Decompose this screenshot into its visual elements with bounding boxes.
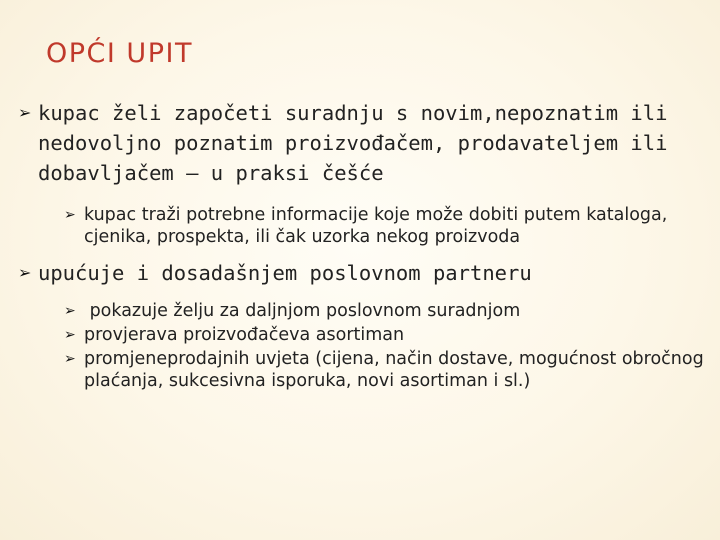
bullet-item [18, 258, 718, 392]
sub-bullet-list [64, 204, 668, 248]
arrow-bullet-icon: ➢ [64, 351, 76, 367]
sub-bullet-item [64, 348, 718, 392]
sub-bullet-text: pokazuje želju za daljnjom poslovnom suradnjom [84, 301, 521, 321]
sub-bullet-item [64, 204, 668, 248]
sub-bullet-item [64, 324, 718, 346]
slide-content [18, 98, 718, 392]
sub-bullet-list [64, 300, 718, 392]
bullet-text: kupac želi započeti suradnju s novim,nepoznatim ili nedovoljno poznatim proizvođačem, prodavateljem ili dobavljačem – u praksi češće [38, 101, 668, 185]
sub-bullet-item [64, 300, 718, 322]
arrow-bullet-icon: ➢ [64, 303, 76, 319]
sub-bullet-text: kupac traži potrebne informacije koje može dobiti putem kataloga, cjenika, prospekta, ili čak uzorka nekog proizvoda [84, 205, 668, 247]
sub-bullet-text: provjerava proizvođačeva asortiman [84, 325, 405, 345]
arrow-bullet-icon: ➢ [64, 207, 76, 223]
arrow-bullet-icon: ➢ [18, 103, 32, 122]
bullet-item [18, 98, 668, 248]
arrow-bullet-icon: ➢ [64, 327, 76, 343]
slide-title: OPĆI UPIT [46, 38, 193, 69]
bullet-list [18, 98, 718, 392]
sub-bullet-text: promjeneprodajnih uvjeta (cijena, način dostave, mogućnost obročnog plaćanja, sukcesivna isporuka, novi asortiman i sl.) [84, 349, 704, 391]
bullet-text: upućuje i dosadašnjem poslovnom partneru [38, 261, 532, 285]
arrow-bullet-icon: ➢ [18, 263, 32, 282]
